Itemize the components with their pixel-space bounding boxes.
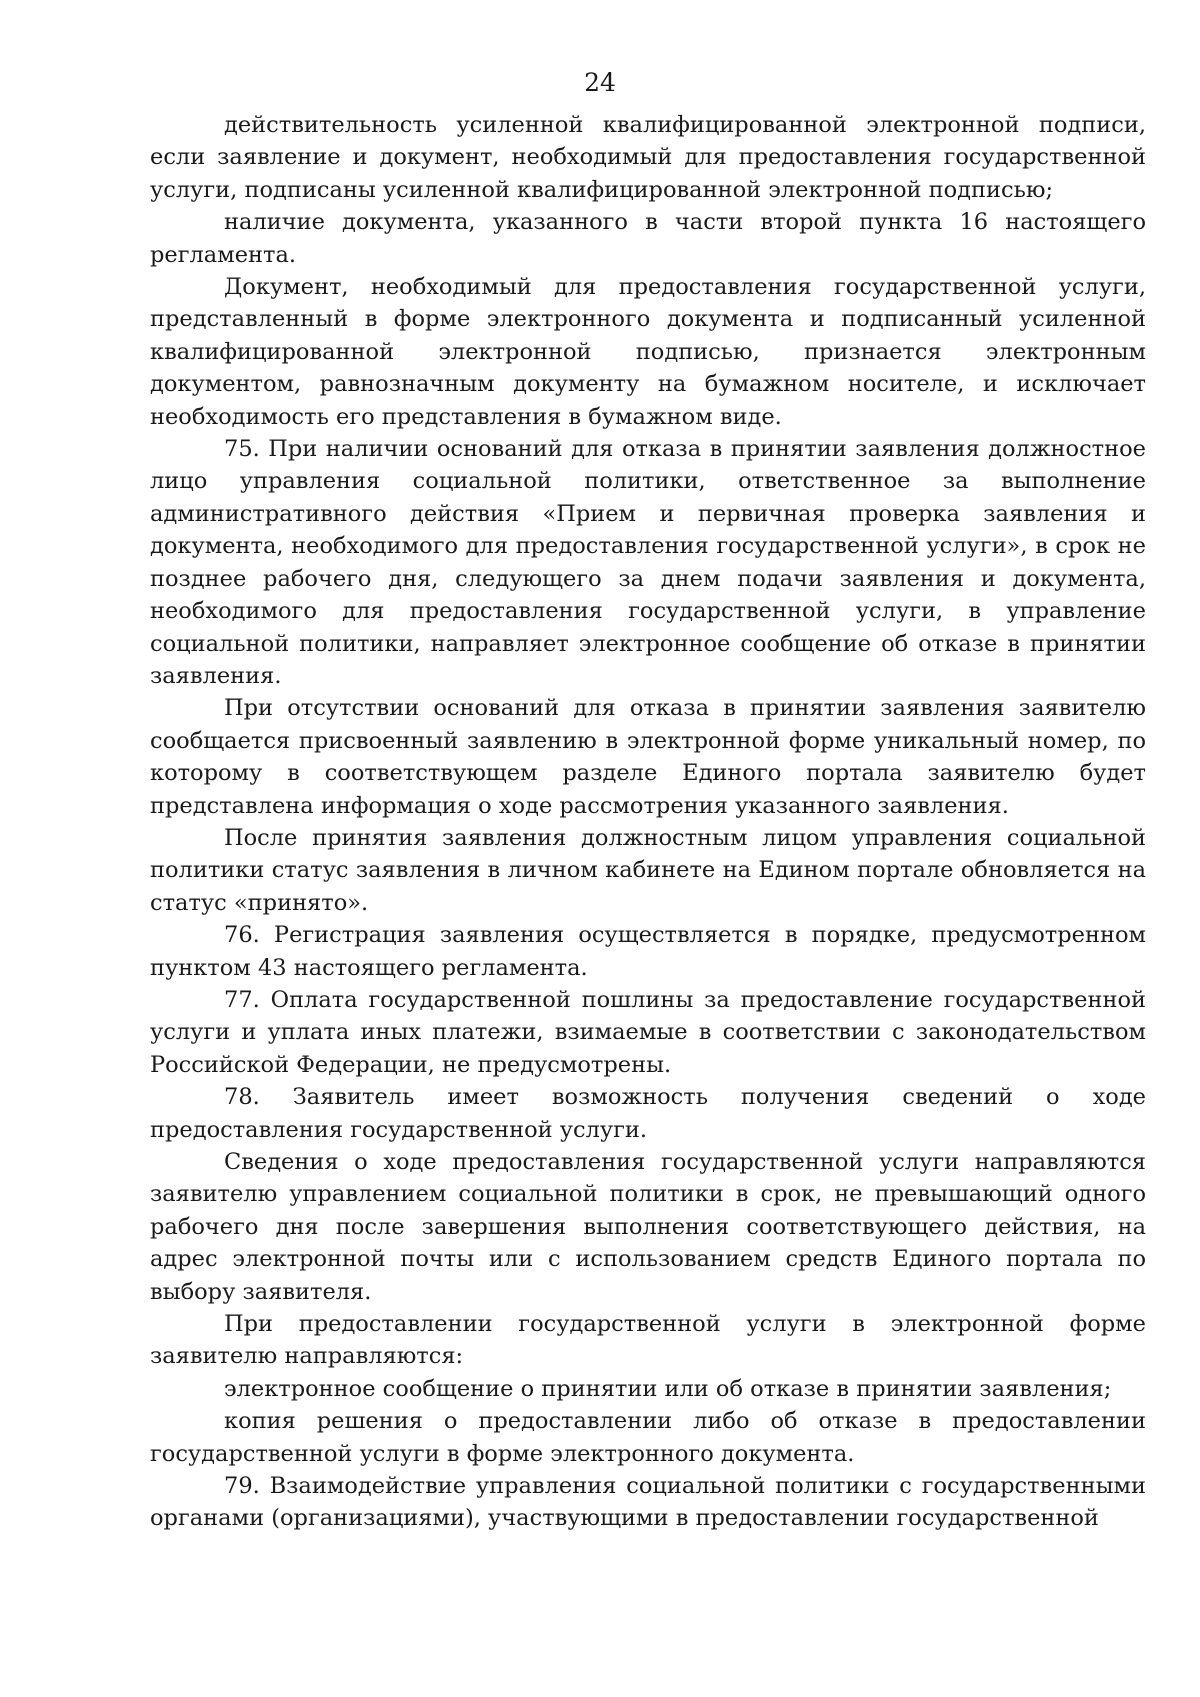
- paragraph: 77. Оплата государственной пошлины за предоставление государственной услуги и уплата иных платежи, взимаемые в соответствии с законодательством Российской Федерации, не предусмотрены.: [150, 986, 1146, 1078]
- paragraph: При отсутствии оснований для отказа в принятии заявления заявителю сообщается присвоенный заявлению в электронной форме уникальный номер, по которому в соответствующем разделе Единого портала заявителю будет представлена информация о ходе рассмотрения указанного заявления.: [150, 695, 1146, 819]
- paragraph: При предоставлении государственной услуги в электронной форме заявителю направляются:: [150, 1311, 1146, 1370]
- paragraph: Сведения о ходе предоставления государственной услуги направляются заявителю управлением социальной политики в срок, не превышающий одного рабочего дня после завершения выполнения соответствующего действия, на адрес электронной почты или с использованием средств Единого портала по выбору заявителя.: [150, 1149, 1146, 1305]
- paragraph: 78. Заявитель имеет возможность получения сведений о ходе предоставления государственной услуги.: [150, 1084, 1146, 1143]
- paragraph: действительность усиленной квалифицированной электронной подписи, если заявление и документ, необходимый для предоставления государственной услуги, подписаны усиленной квалифицированной электронной подписью;: [150, 112, 1146, 203]
- paragraph: электронное сообщение о принятии или об отказе в принятии заявления;: [224, 1375, 1112, 1402]
- page-number: 24: [584, 68, 616, 97]
- paragraph: 79. Взаимодействие управления социальной политики с государственными органами (организациями), участвующими в предоставлении государственной: [150, 1473, 1146, 1532]
- paragraph: Документ, необходимый для предоставления государственной услуги, представленный в форме электронного документа и подписанный усиленной квалифицированной электронной подписью, признается электронным документом, равнозначным документу на бумажном носителе, и исключает необходимость его представления в бумажном виде.: [150, 274, 1146, 430]
- paragraph: 76. Регистрация заявления осуществляется в порядке, предусмотренном пунктом 43 настоящего регламента.: [150, 922, 1146, 981]
- document-body: [150, 109, 1146, 1535]
- paragraph: После принятия заявления должностным лицом управления социальной политики статус заявления в личном кабинете на Едином портале обновляется на статус «принято».: [150, 824, 1146, 916]
- paragraph: копия решения о предоставлении либо об отказе в предоставлении государственной услуги в форме электронного документа.: [150, 1408, 1146, 1467]
- paragraph: наличие документа, указанного в части второй пункта 16 настоящего регламента.: [150, 209, 1146, 268]
- paragraph: 75. При наличии оснований для отказа в принятии заявления должностное лицо управления социальной политики, ответственное за выполнение административного действия «Прием и первичная проверка заявления и документа, необходимого для предоставления государственной услуги», в срок не позднее рабочего дня, следующего за днем подачи заявления и документа, необходимого для предоставления государственной услуги, в управление социальной политики, направляет электронное сообщение об отказе в принятии заявления.: [150, 436, 1146, 689]
